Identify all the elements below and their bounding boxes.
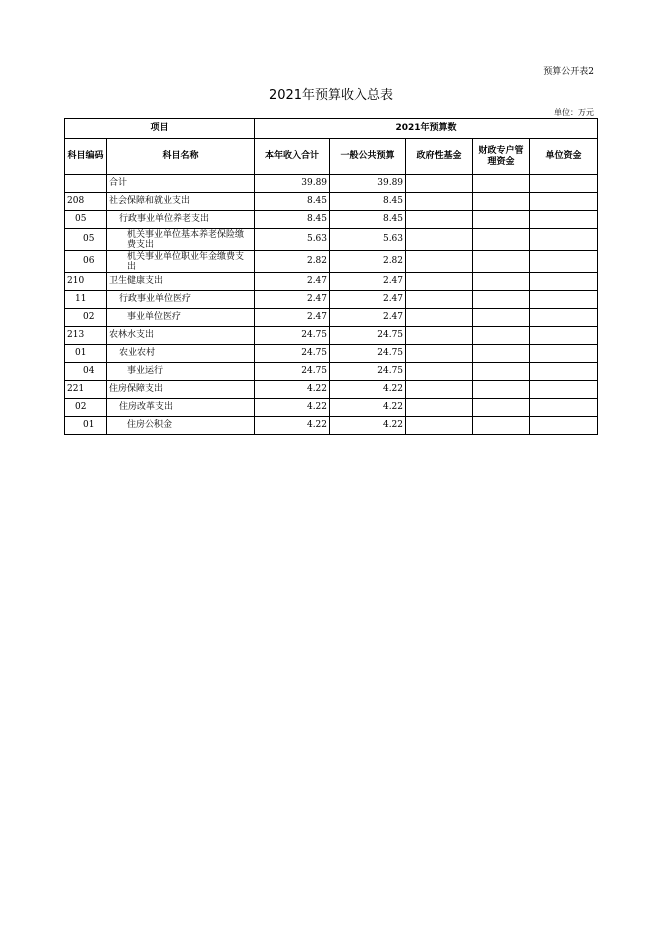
cell-gov-fund [406, 327, 473, 345]
cell-gov-fund [406, 417, 473, 435]
cell-total-income: 4.22 [255, 381, 330, 399]
cell-subject-code: 05 [65, 229, 107, 251]
cell-gov-fund [406, 291, 473, 309]
cell-unit-funds [530, 381, 598, 399]
cell-gov-fund [406, 363, 473, 381]
cell-special-account [473, 273, 530, 291]
form-number: 预算公开表2 [543, 67, 594, 77]
cell-total-income: 4.22 [255, 399, 330, 417]
cell-special-account [473, 175, 530, 193]
cell-subject-code [65, 175, 107, 193]
cell-subject-code: 221 [65, 381, 107, 399]
cell-total-income: 5.63 [255, 229, 330, 251]
header-unit-funds: 单位资金 [530, 139, 598, 175]
header-group-row [65, 119, 598, 139]
cell-unit-funds [530, 251, 598, 273]
cell-unit-funds [530, 363, 598, 381]
cell-unit-funds [530, 193, 598, 211]
cell-subject-name: 机关事业单位基本养老保险缴费支出 [107, 229, 255, 251]
table-row [65, 417, 598, 435]
cell-subject-name: 住房改革支出 [107, 399, 255, 417]
cell-total-income: 2.47 [255, 273, 330, 291]
cell-subject-name: 事业单位医疗 [107, 309, 255, 327]
cell-general-budget: 24.75 [330, 363, 406, 381]
cell-special-account [473, 251, 530, 273]
cell-special-account [473, 363, 530, 381]
cell-unit-funds [530, 229, 598, 251]
cell-subject-name: 住房公积金 [107, 417, 255, 435]
cell-subject-code: 06 [65, 251, 107, 273]
table-row [65, 381, 598, 399]
table-row [65, 345, 598, 363]
cell-subject-name: 农林水支出 [107, 327, 255, 345]
cell-gov-fund [406, 251, 473, 273]
page-title: 2021年预算收入总表 [268, 88, 394, 103]
header-general-budget: 一般公共预算 [330, 139, 406, 175]
cell-unit-funds [530, 211, 598, 229]
cell-subject-code: 01 [65, 417, 107, 435]
cell-subject-name: 合计 [107, 175, 255, 193]
cell-special-account [473, 345, 530, 363]
cell-total-income: 2.47 [255, 291, 330, 309]
cell-gov-fund [406, 381, 473, 399]
cell-total-income: 2.47 [255, 309, 330, 327]
cell-subject-code: 213 [65, 327, 107, 345]
cell-total-income: 4.22 [255, 417, 330, 435]
cell-unit-funds [530, 399, 598, 417]
cell-total-income: 24.75 [255, 327, 330, 345]
cell-gov-fund [406, 345, 473, 363]
cell-unit-funds [530, 345, 598, 363]
header-subject-code: 科目编码 [65, 139, 107, 175]
table-row [65, 211, 598, 229]
cell-general-budget: 2.47 [330, 309, 406, 327]
cell-subject-name: 农业农村 [107, 345, 255, 363]
cell-total-income: 39.89 [255, 175, 330, 193]
cell-special-account [473, 327, 530, 345]
cell-subject-code: 05 [65, 211, 107, 229]
cell-gov-fund [406, 309, 473, 327]
table-row [65, 193, 598, 211]
cell-general-budget: 4.22 [330, 381, 406, 399]
header-subject-name: 科目名称 [107, 139, 255, 175]
cell-subject-name: 机关事业单位职业年金缴费支出 [107, 251, 255, 273]
cell-gov-fund [406, 399, 473, 417]
header-special-account: 财政专户管理资金 [473, 139, 530, 175]
cell-gov-fund [406, 193, 473, 211]
cell-subject-name: 卫生健康支出 [107, 273, 255, 291]
cell-special-account [473, 381, 530, 399]
cell-subject-code: 11 [65, 291, 107, 309]
table-row [65, 291, 598, 309]
unit-label: 单位：万元 [554, 108, 594, 117]
cell-special-account [473, 193, 530, 211]
cell-unit-funds [530, 417, 598, 435]
cell-subject-code: 04 [65, 363, 107, 381]
cell-general-budget: 2.47 [330, 291, 406, 309]
cell-total-income: 24.75 [255, 363, 330, 381]
table-row [65, 273, 598, 291]
cell-general-budget: 4.22 [330, 417, 406, 435]
header-column-row [65, 139, 598, 175]
cell-total-income: 2.82 [255, 251, 330, 273]
cell-general-budget: 2.47 [330, 273, 406, 291]
cell-gov-fund [406, 229, 473, 251]
cell-subject-name: 事业运行 [107, 363, 255, 381]
cell-special-account [473, 309, 530, 327]
cell-unit-funds [530, 309, 598, 327]
cell-total-income: 24.75 [255, 345, 330, 363]
table-row [65, 175, 598, 193]
table-row [65, 399, 598, 417]
cell-general-budget: 5.63 [330, 229, 406, 251]
cell-general-budget: 4.22 [330, 399, 406, 417]
cell-subject-code: 02 [65, 399, 107, 417]
cell-subject-name: 社会保障和就业支出 [107, 193, 255, 211]
cell-subject-name: 住房保障支出 [107, 381, 255, 399]
table-row [65, 229, 598, 251]
cell-gov-fund [406, 175, 473, 193]
cell-total-income: 8.45 [255, 193, 330, 211]
cell-general-budget: 24.75 [330, 345, 406, 363]
header-budget-year: 2021年预算数 [255, 119, 598, 139]
header-project: 项目 [65, 119, 255, 139]
table-row [65, 363, 598, 381]
cell-subject-name: 行政事业单位养老支出 [107, 211, 255, 229]
table-row [65, 309, 598, 327]
cell-subject-name: 行政事业单位医疗 [107, 291, 255, 309]
cell-special-account [473, 211, 530, 229]
cell-unit-funds [530, 291, 598, 309]
table-row [65, 327, 598, 345]
budget-table [64, 118, 598, 435]
cell-general-budget: 8.45 [330, 211, 406, 229]
cell-general-budget: 24.75 [330, 327, 406, 345]
cell-subject-code: 208 [65, 193, 107, 211]
cell-unit-funds [530, 327, 598, 345]
cell-unit-funds [530, 273, 598, 291]
cell-special-account [473, 229, 530, 251]
cell-gov-fund [406, 211, 473, 229]
cell-gov-fund [406, 273, 473, 291]
header-total-income: 本年收入合计 [255, 139, 330, 175]
cell-subject-code: 01 [65, 345, 107, 363]
cell-total-income: 8.45 [255, 211, 330, 229]
cell-general-budget: 8.45 [330, 193, 406, 211]
cell-subject-code: 210 [65, 273, 107, 291]
cell-general-budget: 2.82 [330, 251, 406, 273]
header-gov-fund: 政府性基金 [406, 139, 473, 175]
cell-special-account [473, 291, 530, 309]
table-row [65, 251, 598, 273]
cell-special-account [473, 399, 530, 417]
table-body [65, 175, 598, 435]
cell-general-budget: 39.89 [330, 175, 406, 193]
cell-subject-code: 02 [65, 309, 107, 327]
cell-unit-funds [530, 175, 598, 193]
cell-special-account [473, 417, 530, 435]
